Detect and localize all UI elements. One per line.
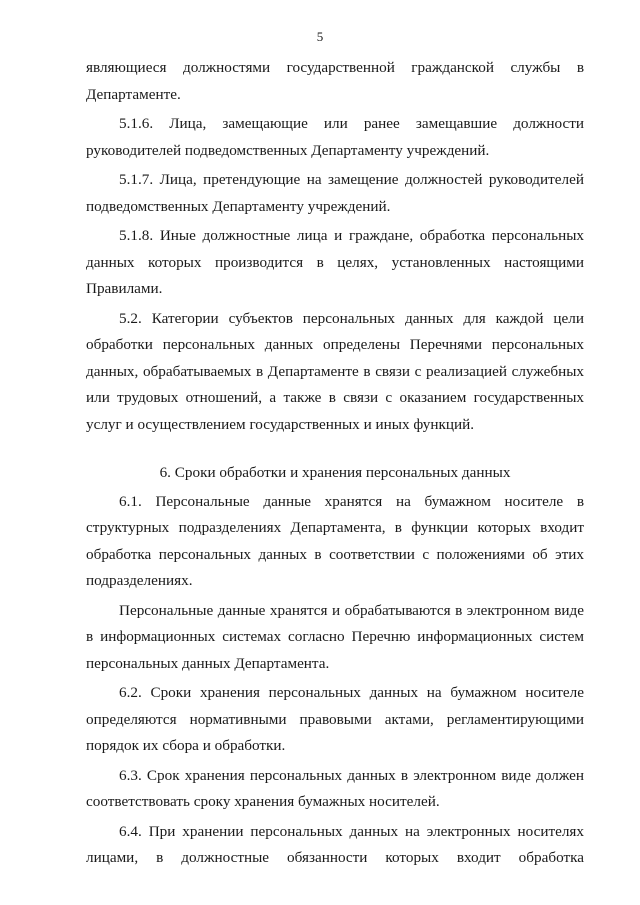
- page-number: 5: [316, 29, 324, 44]
- section-heading: 6. Сроки обработки и хранения персональных данных: [159, 464, 511, 481]
- paragraph-6-3: 6.3. Срок хранения персональных данных в электронном виде должен соответствовать сроку хранения бумажных носителей.: [86, 766, 584, 810]
- paragraph-6-4: 6.4. При хранении персональных данных на электронных носителях лицами, в должностные обязанности которых входит обработка: [86, 822, 584, 866]
- paragraph-6-2: 6.2. Сроки хранения персональных данных на бумажном носителе определяются нормативными правовыми актами, регламентирующими порядок их сбора и обработки.: [86, 684, 584, 754]
- paragraph-6-1: 6.1. Персональные данные хранятся на бумажном носителе в структурных подразделениях Департамента, в функции которых входит обработка персональных данных в соответствии с положениями об этих подразделениях.: [86, 492, 584, 589]
- paragraph-5-1-6: 5.1.6. Лица, замещающие или ранее замещавшие должности руководителей подведомственных Департаменту учреждений.: [86, 115, 584, 159]
- paragraph-continuation: являющиеся должностями государственной гражданской службы в Департаменте.: [86, 59, 584, 103]
- paragraph-5-2: 5.2. Категории субъектов персональных данных для каждой цели обработки персональных данных определены Перечнями персональных данных, обрабатываемых в Департаменте в связи с реализацией служебных или трудовых отношений, а также в связи с оказанием государственных услуг и осуществлением государственных и иных функций.: [86, 309, 584, 433]
- paragraph-5-1-8: 5.1.8. Иные должностные лица и граждане, обработка персональных данных которых производится в целях, установленных настоящими Правилами.: [86, 227, 584, 297]
- document-body: [86, 55, 584, 875]
- paragraph-5-1-7: 5.1.7. Лица, претендующие на замещение должностей руководителей подведомственных Департаменту учреждений.: [86, 171, 584, 215]
- paragraph-6-1-electronic: Персональные данные хранятся и обрабатываются в электронном виде в информационных системах согласно Перечню информационных систем персональных данных Департамента.: [86, 601, 584, 672]
